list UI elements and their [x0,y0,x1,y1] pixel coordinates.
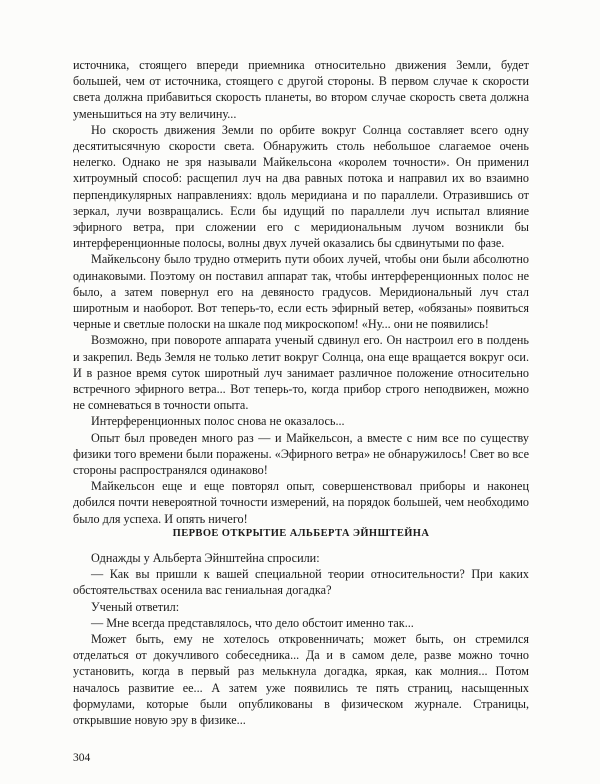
page-number: 304 [73,752,91,764]
paragraph: источника, стоящего впереди приемника относительно движения Земли, будет большей, чем от источника, стоящего с другой стороны. В первом случае к скорости света должна прибавиться скорость планеты, во втором случае скорость света должна уменьшиться на эту величину... [73,58,529,121]
paragraph: Майкельсону было трудно отмерить пути обоих лучей, чтобы они были абсолютно одинаковыми. Поэтому он поставил аппарат так, чтобы интерференционных полос не было, а затем повернул его на девяносто градусов. Меридиональный луч стал широтным и наоборот. Вот теперь-то, если есть эфирный ветер, «обязаны» появиться черные и светлые полоски на шкале под микроскопом! «Ну... они не появились! [73,252,529,332]
paragraph: Возможно, при повороте аппарата ученый сдвинул его. Он настроил его в полдень и закрепил. Ведь Земля не только летит вокруг Солнца, она еще вращается вокруг оси. И в разное время суток широтный луч занимает различное положение относительно встречного эфирного ветра... Вот теперь-то, когда прибор строго неподвижен, можно не сомневаться в точности опыта. [73,333,529,413]
paragraph: Однажды у Альберта Эйнштейна спросили: [91,551,320,565]
paragraph: Опыт был проведен много раз — и Майкельсон, а вместе с ним все по существу физики того времени были поражены. «Эфирного ветра» не обнаружилось! Свет во все стороны распространялся одинаково! [73,430,529,478]
section-text-block [73,550,529,728]
section-heading: ПЕРВОЕ ОТКРЫТИЕ АЛЬБЕРТА ЭЙНШТЕЙНА [172,528,430,539]
paragraph: Но скорость движения Земли по орбите вокруг Солнца составляет всего одну десятитысячную скорости света. Обнаружить столь небольшое слагаемое очень нелегко. Однако не зря называли Майкельсона «королем точности». Он применил хитроумный способ: расщепил луч на два равных потока и направил их во взаимно перпендикулярных направлениях: вдоль меридиана и по параллели. Отразившись от зеркал, лучи возвращались. Если бы идущий по параллели луч испытал влияние эфирного ветра, при сложении его с меридиональным лучом возникли бы интерференционные полосы, волны двух лучей оказались бы сдвинутыми по фазе. [73,122,529,251]
main-text-block [73,57,529,527]
dialogue-line: — Как вы пришли к вашей специальной теории относительности? При каких обстоятельствах осенила вас гениальная догадка? [73,567,529,598]
paragraph: Ученый ответил: [91,599,180,614]
paragraph: Майкельсон еще и еще повторял опыт, совершенствовал приборы и наконец добился почти невероятной точности измерений, на порядок большей, чем необходимо было для успеха. И опять ничего! [73,479,529,526]
paragraph: Интерференционных полос снова не оказалось... [91,414,345,429]
paragraph: Может быть, ему не хотелось откровенничать; может быть, он стремился отделаться от докучливого собеседника... Да и в самом деле, разве можно точно установить, когда в первый раз мелькнула догадка, яркая, как молния... Потом началось развитие ее... А затем уже появились те пять страниц, насыщенных формулами, которые были опубликованы в физическом журнале. Страницы, открывшие новую эру в физике... [73,632,529,728]
dialogue-line: — Мне всегда представлялось, что дело обстоит именно так... [91,615,414,630]
